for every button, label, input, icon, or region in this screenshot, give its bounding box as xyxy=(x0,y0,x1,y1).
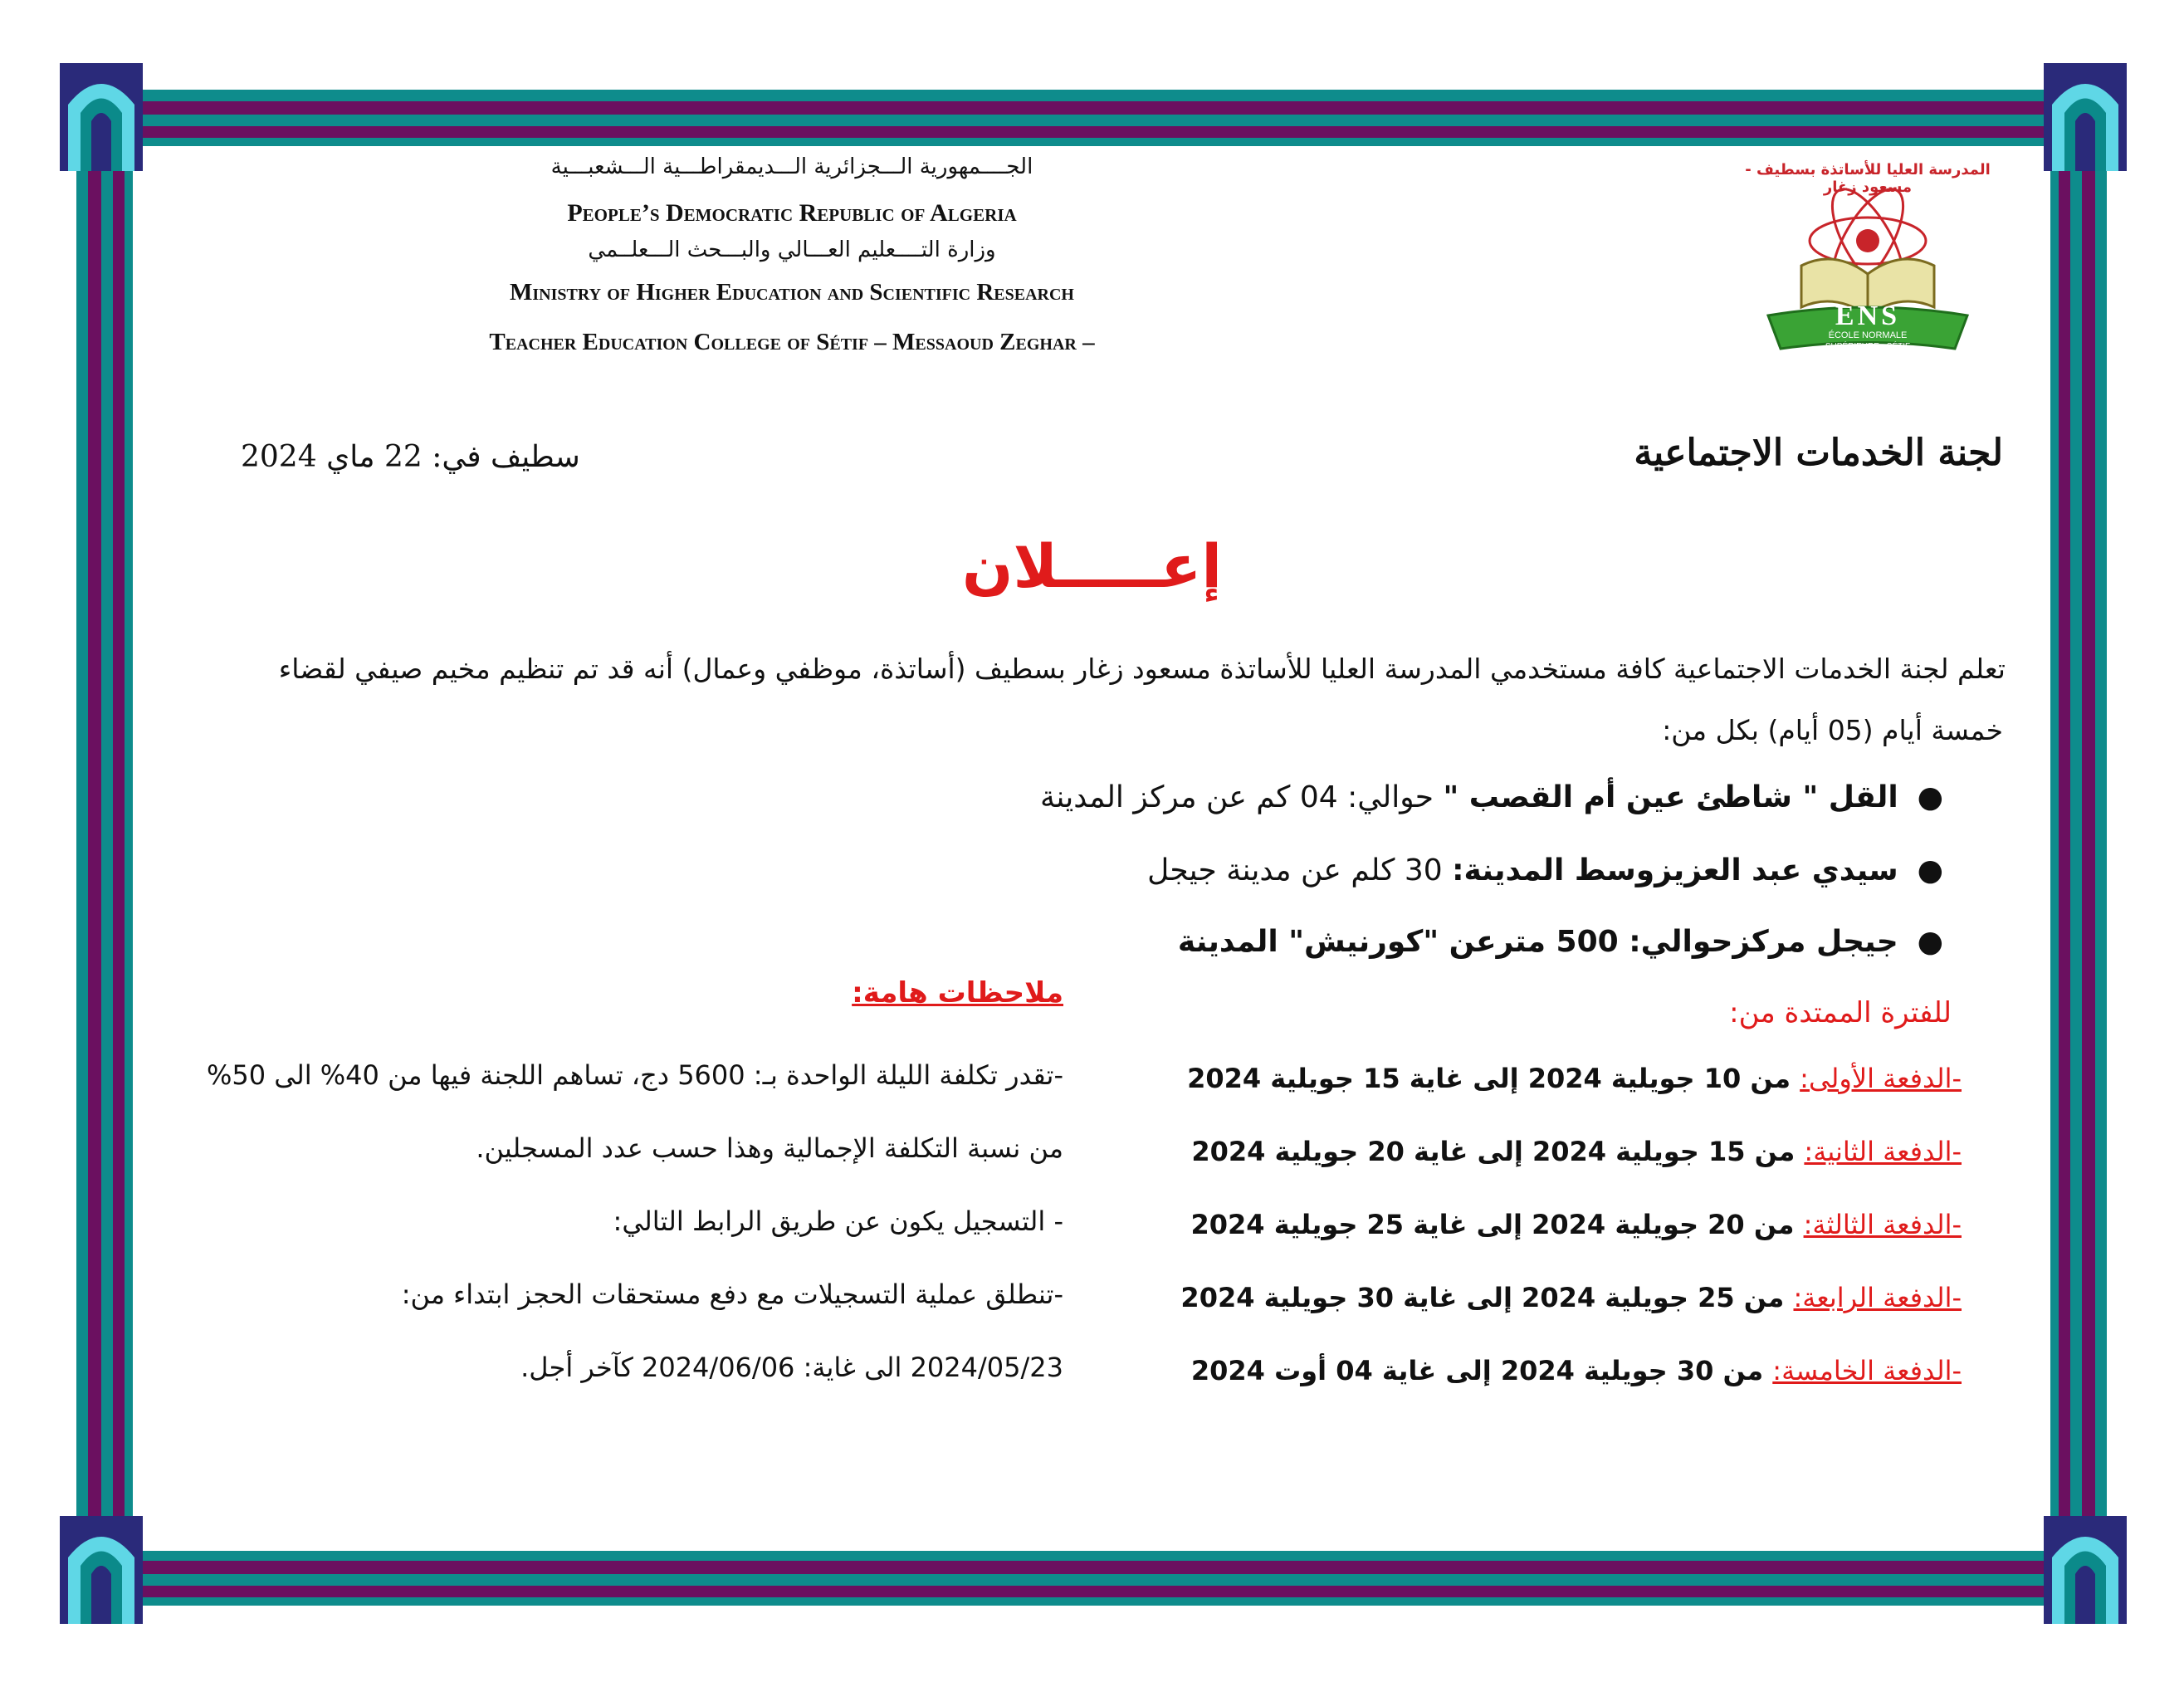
announcement-title: إعـــــلان xyxy=(961,531,1223,601)
list-item xyxy=(1040,780,1943,814)
list-item xyxy=(1191,1355,1962,1386)
ministry-ar: وزارة التــــعليم العـــالي والبـــحث الـــعلــمي xyxy=(588,237,996,262)
list-item xyxy=(1178,925,1943,959)
location-name: سيدي عبد العزيزوسط المدينة: xyxy=(1452,853,1898,887)
batch-dates: من 20 جويلية 2024 إلى غاية 25 جويلية 2024 xyxy=(1190,1209,1804,1240)
corner-ornament-icon xyxy=(60,1516,143,1624)
batch-dates: من 15 جويلية 2024 إلى غاية 20 جويلية 2024 xyxy=(1191,1136,1805,1167)
logo-line1: ÉCOLE NORMALE xyxy=(1828,330,1908,340)
note-line: -تقدر تكلفة الليلة الواحدة بـ: 5600 دج، تساهم اللجنة فيها من 40% الى 50% xyxy=(206,1059,1063,1091)
batch-label: -الدفعة الأولى: xyxy=(1800,1063,1962,1094)
committee-name: لجنة الخدمات الاجتماعية xyxy=(1634,432,2003,474)
list-item xyxy=(1191,1209,1962,1240)
location-detail: حوالي: 04 كم عن مركز المدينة xyxy=(1040,780,1444,814)
ministry-en: Ministry of Higher Education and Scientific Research xyxy=(510,279,1074,306)
location-detail: 30 كلم عن مدينة جيجل xyxy=(1147,853,1453,887)
bullet-icon: ● xyxy=(1898,925,1943,959)
list-item xyxy=(1147,853,1943,887)
batch-dates: من 25 جويلية 2024 إلى غاية 30 جويلية 2024 xyxy=(1180,1282,1794,1313)
logo-acronym: ENS xyxy=(1835,301,1901,331)
corner-ornament-icon xyxy=(2044,1516,2127,1624)
batch-dates: من 10 جويلية 2024 إلى غاية 15 جويلية 2024 xyxy=(1187,1063,1800,1094)
note-line: 2024/05/23 الى غاية: 2024/06/06 كآخر أجل. xyxy=(520,1352,1063,1383)
republic-ar: الجــــمهورية الـــجزائرية الـــديمقراطـــية الـــشعبـــية xyxy=(550,154,1033,179)
period-heading: للفترة الممتدة من: xyxy=(1729,996,1952,1029)
list-item xyxy=(1187,1063,1962,1094)
corner-ornament-icon xyxy=(2044,63,2127,171)
batch-label: -الدفعة الرابعة: xyxy=(1793,1282,1962,1313)
college-en: Teacher Education College of Sétif – Messaoud Zeghar – xyxy=(489,329,1095,355)
batch-label: -الدفعة الخامسة: xyxy=(1772,1355,1962,1386)
republic-en: People’s Democratic Republic of Algeria xyxy=(567,199,1017,227)
bullet-icon: ● xyxy=(1898,780,1943,814)
location-name: جيجل مركزحوالي: 500 مترعن "كورنيش" المدينة xyxy=(1177,925,1898,959)
list-item xyxy=(1180,1282,1962,1313)
logo-line2: SUPÉRIEURE - SÉTIF xyxy=(1825,342,1911,351)
note-line: من نسبة التكلفة الإجمالية وهذا حسب عدد المسجلين. xyxy=(476,1132,1063,1164)
date-line: سطيف في: 22 ماي 2024 xyxy=(241,440,580,474)
bullet-icon: ● xyxy=(1898,853,1943,887)
location-name: القل " شاطئ عين أم القصب " xyxy=(1443,780,1898,814)
logo-arc-text: المدرسة العليا للأساتذة بسطيف - مسعود زغار xyxy=(1745,161,1991,196)
intro-line-2: خمسة أيام (05 أيام) بكل من: xyxy=(1662,714,2003,746)
school-logo xyxy=(1743,149,1992,365)
note-line: -تنطلق عملية التسجيلات مع دفع مستحقات الحجز ابتداء من: xyxy=(401,1279,1063,1310)
notes-heading: ملاحظات هامة: xyxy=(852,976,1063,1010)
list-item xyxy=(1191,1136,1962,1167)
note-line: - التسجيل يكون عن طريق الرابط التالي: xyxy=(613,1205,1063,1237)
intro-line-1: تعلم لجنة الخدمات الاجتماعية كافة مستخدمي المدرسة العليا للأساتذة مسعود زغار بسطيف (أساتذة، موظفي وعمال) أنه قد تم تنظيم مخيم صيفي لقضاء xyxy=(278,653,2006,685)
batch-dates: من 30 جويلية 2024 إلى غاية 04 أوت 2024 xyxy=(1190,1355,1773,1386)
batch-label: -الدفعة الثانية: xyxy=(1804,1136,1962,1167)
batch-label: -الدفعة الثالثة: xyxy=(1803,1209,1962,1240)
